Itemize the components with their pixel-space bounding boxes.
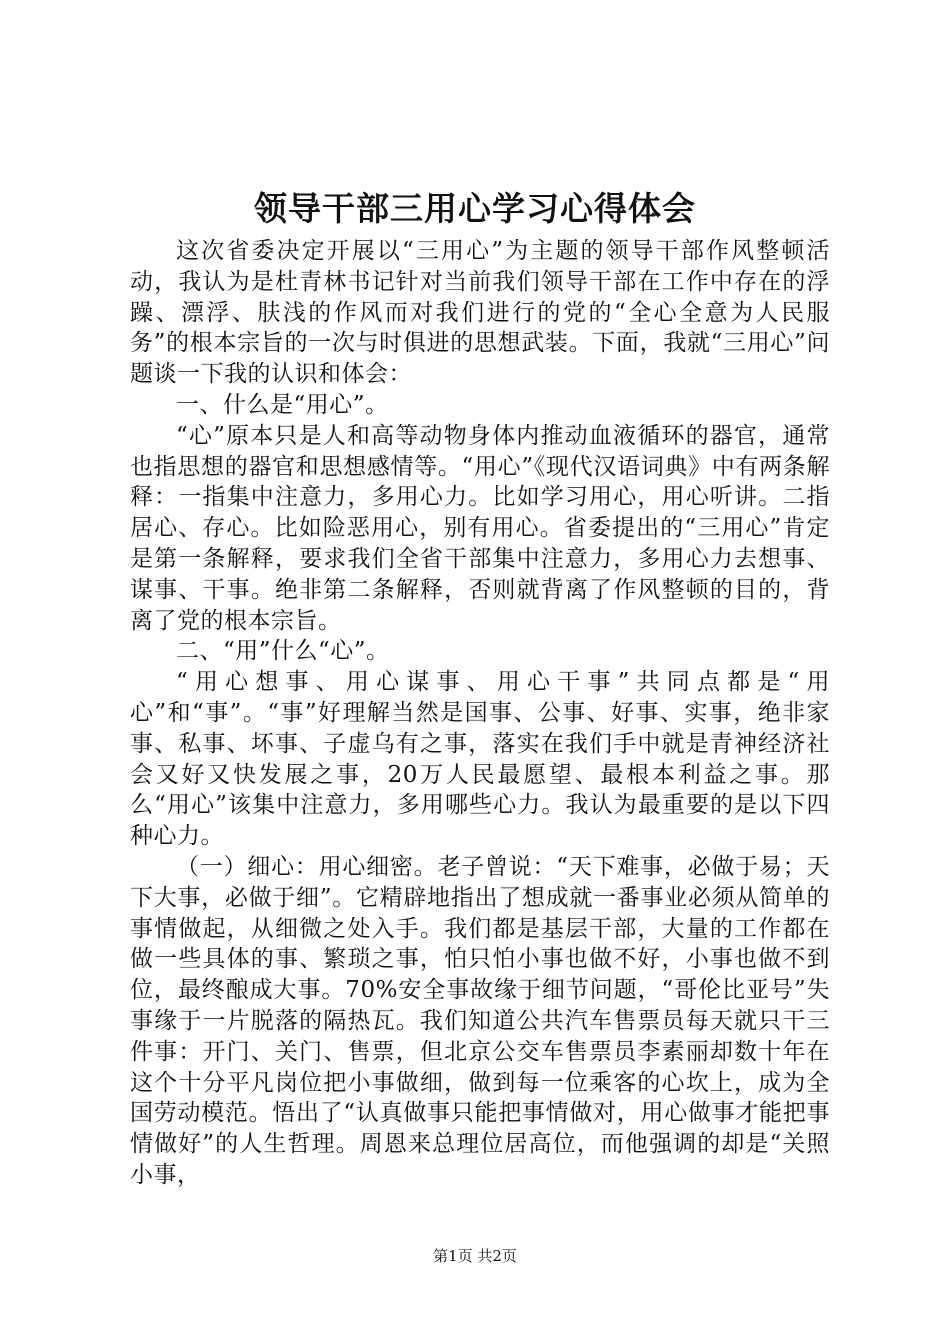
section-2-paragraph: “用心想事、用心谋事、用心干事”共同点都是“用心”和“事”。“事”好理解当然是国事、公事、好事、实事，绝非家事、私事、坏事、子虚乌有之事，落实在我们手中就是青神经济社会又好又快发展之事，20万人民最愿望、最根本利益之事。那么“用心”该集中注意力，多用哪些心力。我认为最重要的是以下四种心力。 xyxy=(130,669,830,850)
document-title: 领导干部三用心学习心得体会 xyxy=(254,189,696,228)
section-heading-2: 二、“用”什么“心”。 xyxy=(176,638,390,665)
section-1-paragraph: “心”原本只是人和高等动物身体内推动血液循环的器官，通常也指思想的器官和思想感情等。“用心”《现代汉语词典》中有两条解释：一指集中注意力，多用心力。比如学习用心，用心听讲。二指居心、存心。比如险恶用心，别有用心。省委提出的“三用心”肯定是第一条解释，要求我们全省干部集中注意力，多用心力去想事、谋事、干事。绝非第二条解释，否则就背离了作风整顿的目的，背离了党的根本宗旨。 xyxy=(130,422,830,634)
intro-paragraph: 这次省委决定开展以“三用心”为主题的领导干部作风整顿活动，我认为是杜青林书记针对当前我们领导干部在工作中存在的浮躁、漂浮、肤浅的作风而对我们进行的党的“全心全意为人民服务”的根本宗旨的一次与时俱进的思想武装。下面，我就“三用心”问题谈一下我的认识和体会： xyxy=(130,238,830,388)
subsection-1-paragraph: （一）细心：用心细密。老子曾说：“天下难事，必做于易；天下大事，必做于细”。它精辟地指出了想成就一番事业必须从简单的事情做起，从细微之处入手。我们都是基层干部，大量的工作都在做一些具体的事、繁琐之事，怕只怕小事也做不好，小事也做不到位，最终酿成大事。70%安全事故缘于细节问题，“哥伦比亚号”失事缘于一片脱落的隔热瓦。我们知道公共汽车售票员每天就只干三件事：开门、关门、售票，但北京公交车售票员李素丽却数十年在这个十分平凡岗位把小事做细，做到每一位乘客的心坎上，成为全国劳动模范。悟出了“认真做事只能把事情做对，用心做事才能把事情做好”的人生哲理。周恩来总理位居高位，而他强调的却是“关照小事， xyxy=(130,853,830,1188)
document-body xyxy=(130,236,830,1191)
section-heading-1: 一、什么是“用心”。 xyxy=(176,391,389,418)
page-footer: 第1页 共2页 xyxy=(433,1247,517,1265)
